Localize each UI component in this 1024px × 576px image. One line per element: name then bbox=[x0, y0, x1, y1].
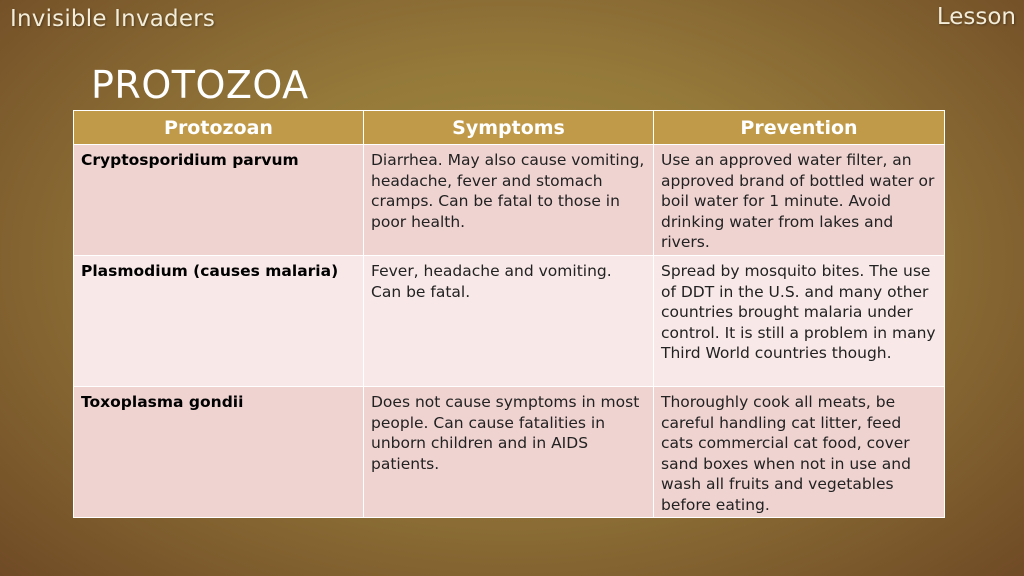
symptoms-cell: Does not cause symptoms in most people. Can cause fatalities in unborn children and in AIDS patients. bbox=[364, 387, 654, 518]
protozoa-table bbox=[73, 110, 944, 518]
symptoms-cell: Fever, headache and vomiting. Can be fatal. bbox=[364, 256, 654, 387]
prevention-cell: Thoroughly cook all meats, be careful handling cat litter, feed cats commercial cat food, cover sand boxes when not in use and wash all fruits and vegetables before eating. bbox=[654, 387, 945, 518]
prevention-cell: Spread by mosquito bites. The use of DDT in the U.S. and many other countries brought malaria under control. It is still a problem in many Third World countries though. bbox=[654, 256, 945, 387]
column-header-symptoms: Symptoms bbox=[364, 111, 654, 145]
symptoms-cell: Diarrhea. May also cause vomiting, headache, fever and stomach cramps. Can be fatal to those in poor health. bbox=[364, 145, 654, 256]
table-row bbox=[74, 387, 945, 518]
slide-heading: PROTOZOA bbox=[91, 63, 309, 107]
table-row bbox=[74, 256, 945, 387]
table-header-row bbox=[74, 111, 945, 145]
column-header-prevention: Prevention bbox=[654, 111, 945, 145]
prevention-cell: Use an approved water filter, an approved brand of bottled water or boil water for 1 minute. Avoid drinking water from lakes and rivers. bbox=[654, 145, 945, 256]
column-header-protozoan: Protozoan bbox=[74, 111, 364, 145]
table-row bbox=[74, 145, 945, 256]
protozoan-cell: Toxoplasma gondii bbox=[74, 387, 364, 518]
protozoan-cell: Cryptosporidium parvum bbox=[74, 145, 364, 256]
protozoan-cell: Plasmodium (causes malaria) bbox=[74, 256, 364, 387]
lesson-link[interactable]: Lesson bbox=[936, 4, 1016, 30]
deck-title: Invisible Invaders bbox=[10, 6, 216, 32]
